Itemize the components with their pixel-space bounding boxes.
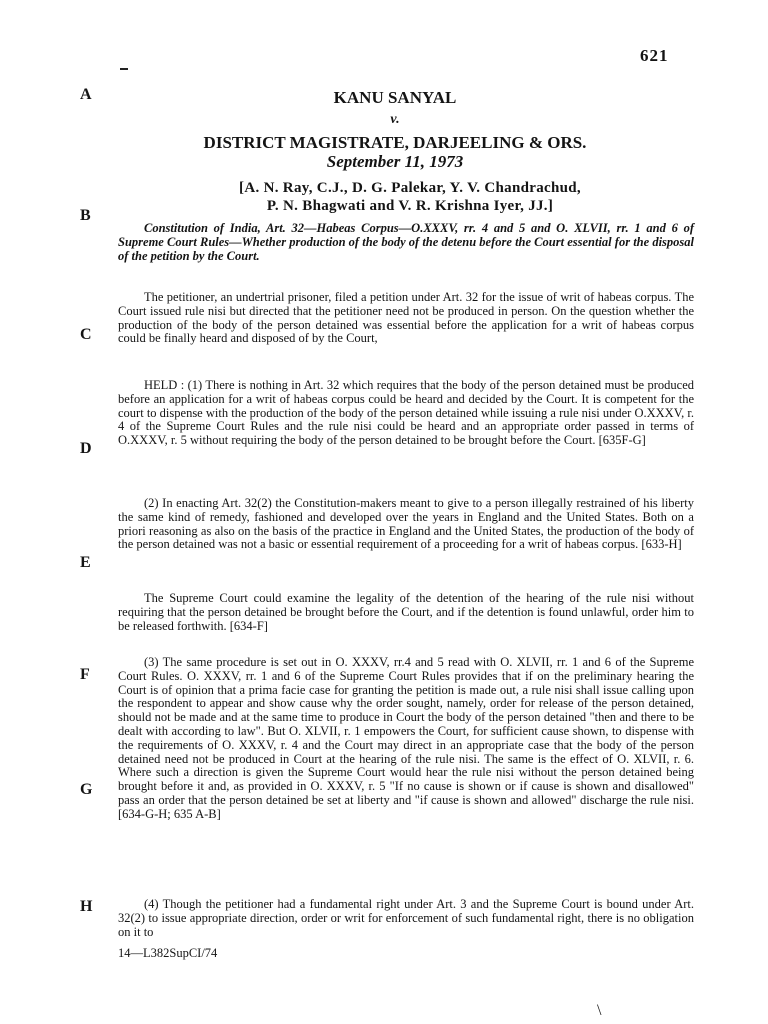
paragraph-text: (4) Though the petitioner had a fundamental right under Art. 3 and the Supreme Court is bound under Art. 32(2) to issue appropriate direction, order or writ for enforcement of such fundamental right, there is no obligation on it to (118, 897, 694, 939)
bench-line-2: P. N. Bhagwati and V. R. Krishna Iyer, JJ.] (266, 198, 554, 214)
paragraph-text: HELD : (1) There is nothing in Art. 32 which requires that the body of the person detained must be produced before an application for a writ of habeas corpus could be heard and decided by the Court. It is competent for the court to dispense with the production of the body of the person detained while issuing a rule nisi under O.XXXV, r. 4 of the Supreme Court Rules and the rule nisi could be heard and an appropriate order passed in terms of O.XXXV, r. 5 without requiring the body of the person detained to be brought before the Court. [635F-G] (118, 378, 694, 448)
margin-tick (120, 68, 128, 70)
case-respondent: DISTRICT MAGISTRATE, DARJEELING & ORS. (203, 133, 587, 152)
paragraph-held-2 (118, 497, 694, 552)
margin-letter-h: H (80, 898, 93, 915)
paragraph-held-2b (118, 592, 694, 633)
case-petitioner: KANU SANYAL (333, 88, 457, 107)
paragraph-held-4 (118, 898, 694, 939)
paragraph-held-1 (118, 379, 694, 448)
paragraph-text: The Supreme Court could examine the legality of the detention of the hearing of the rule nisi without requiring that the person detained be brought before the Court, and if the detention is found unlawful, order him to be released forthwith. [634-F] (118, 591, 694, 633)
judgment-date: September 11, 1973 (326, 152, 464, 171)
stray-mark: \ (597, 1002, 602, 1019)
case-versus: v. (390, 112, 400, 127)
headnote-text: Constitution of India, Art. 32—Habeas Corpus—O.XXXV, rr. 4 and 5 and O. XLVII, rr. 1 and 6 of Supreme Court Rules—Whether production of the body of the detenu before the Court essential for the disposal of the petition by the Court. (118, 221, 694, 263)
margin-letter-f: F (80, 666, 90, 683)
paragraph-facts (118, 291, 694, 346)
page-number: 621 (640, 46, 669, 65)
headnote (118, 222, 694, 263)
bench-line-1: [A. N. Ray, C.J., D. G. Palekar, Y. V. Chandrachud, (239, 180, 581, 196)
paragraph-held-3 (118, 656, 694, 822)
print-code: 14—L382SupCI/74 (118, 946, 218, 960)
paragraph-text: The petitioner, an undertrial prisoner, filed a petition under Art. 32 for the issue of writ of habeas corpus. The Court issued rule nisi but directed that the petitioner need not be produced in person. On the question whether the production of the body of the person detained was essential before the application for a writ of habeas corpus could be finally heard and disposed of by the Court, (118, 290, 694, 346)
paragraph-text: (2) In enacting Art. 32(2) the Constitution-makers meant to give to a person illegally restrained of his liberty the same kind of remedy, fashioned and developed over the years in England and the United States. Both on a priori reasoning as also on the basis of the practice in England and the United States, the production of the body of the person detained was not a basic or essential requirement of a proceeding for a writ of habeas corpus. [633-H] (118, 496, 694, 552)
margin-letter-b: B (80, 207, 91, 224)
margin-letter-a: A (80, 86, 92, 103)
margin-letter-d: D (80, 440, 92, 457)
margin-letter-g: G (80, 781, 93, 798)
margin-letter-c: C (80, 326, 92, 343)
paragraph-text: (3) The same procedure is set out in O. XXXV, rr.4 and 5 read with O. XLVII, rr. 1 and 6 of the Supreme Court Rules. O. XXXV, rr. 1 and 6 of the Supreme Court Rules provides that if on the preliminary hearing the Court is of opinion that a prima facie case for granting the petition is made out, a rule nisi shall issue calling upon the respondent to appear and show cause why the order sought, namely, order for release of the person detained, should not be made and at the same time to produce in Court the body of the person detained "then and there to be dealt with according to law". But O. XLVII, r. 1 empowers the Court, for sufficient cause shown, to dispense with the requirements of O. XXXV, r. 4 and the Court may direct in an appropriate case that the body of the person detained need not be produced in Court at the hearing of the rule nisi. The same is the effect of O. XLVII, r. 6. Where such a direction is given the Supreme Court would hear the rule nisi without the person detained being brought before it and, as provided in O. XXXV, r. 5 "If no cause is shown or if cause is shown and disallowed" pass an order that the person detained be set at liberty and "if cause is shown and allowed" discharge the rule nisi. [634-G-H; 635 A-B] (118, 655, 694, 821)
margin-letter-e: E (80, 554, 91, 571)
